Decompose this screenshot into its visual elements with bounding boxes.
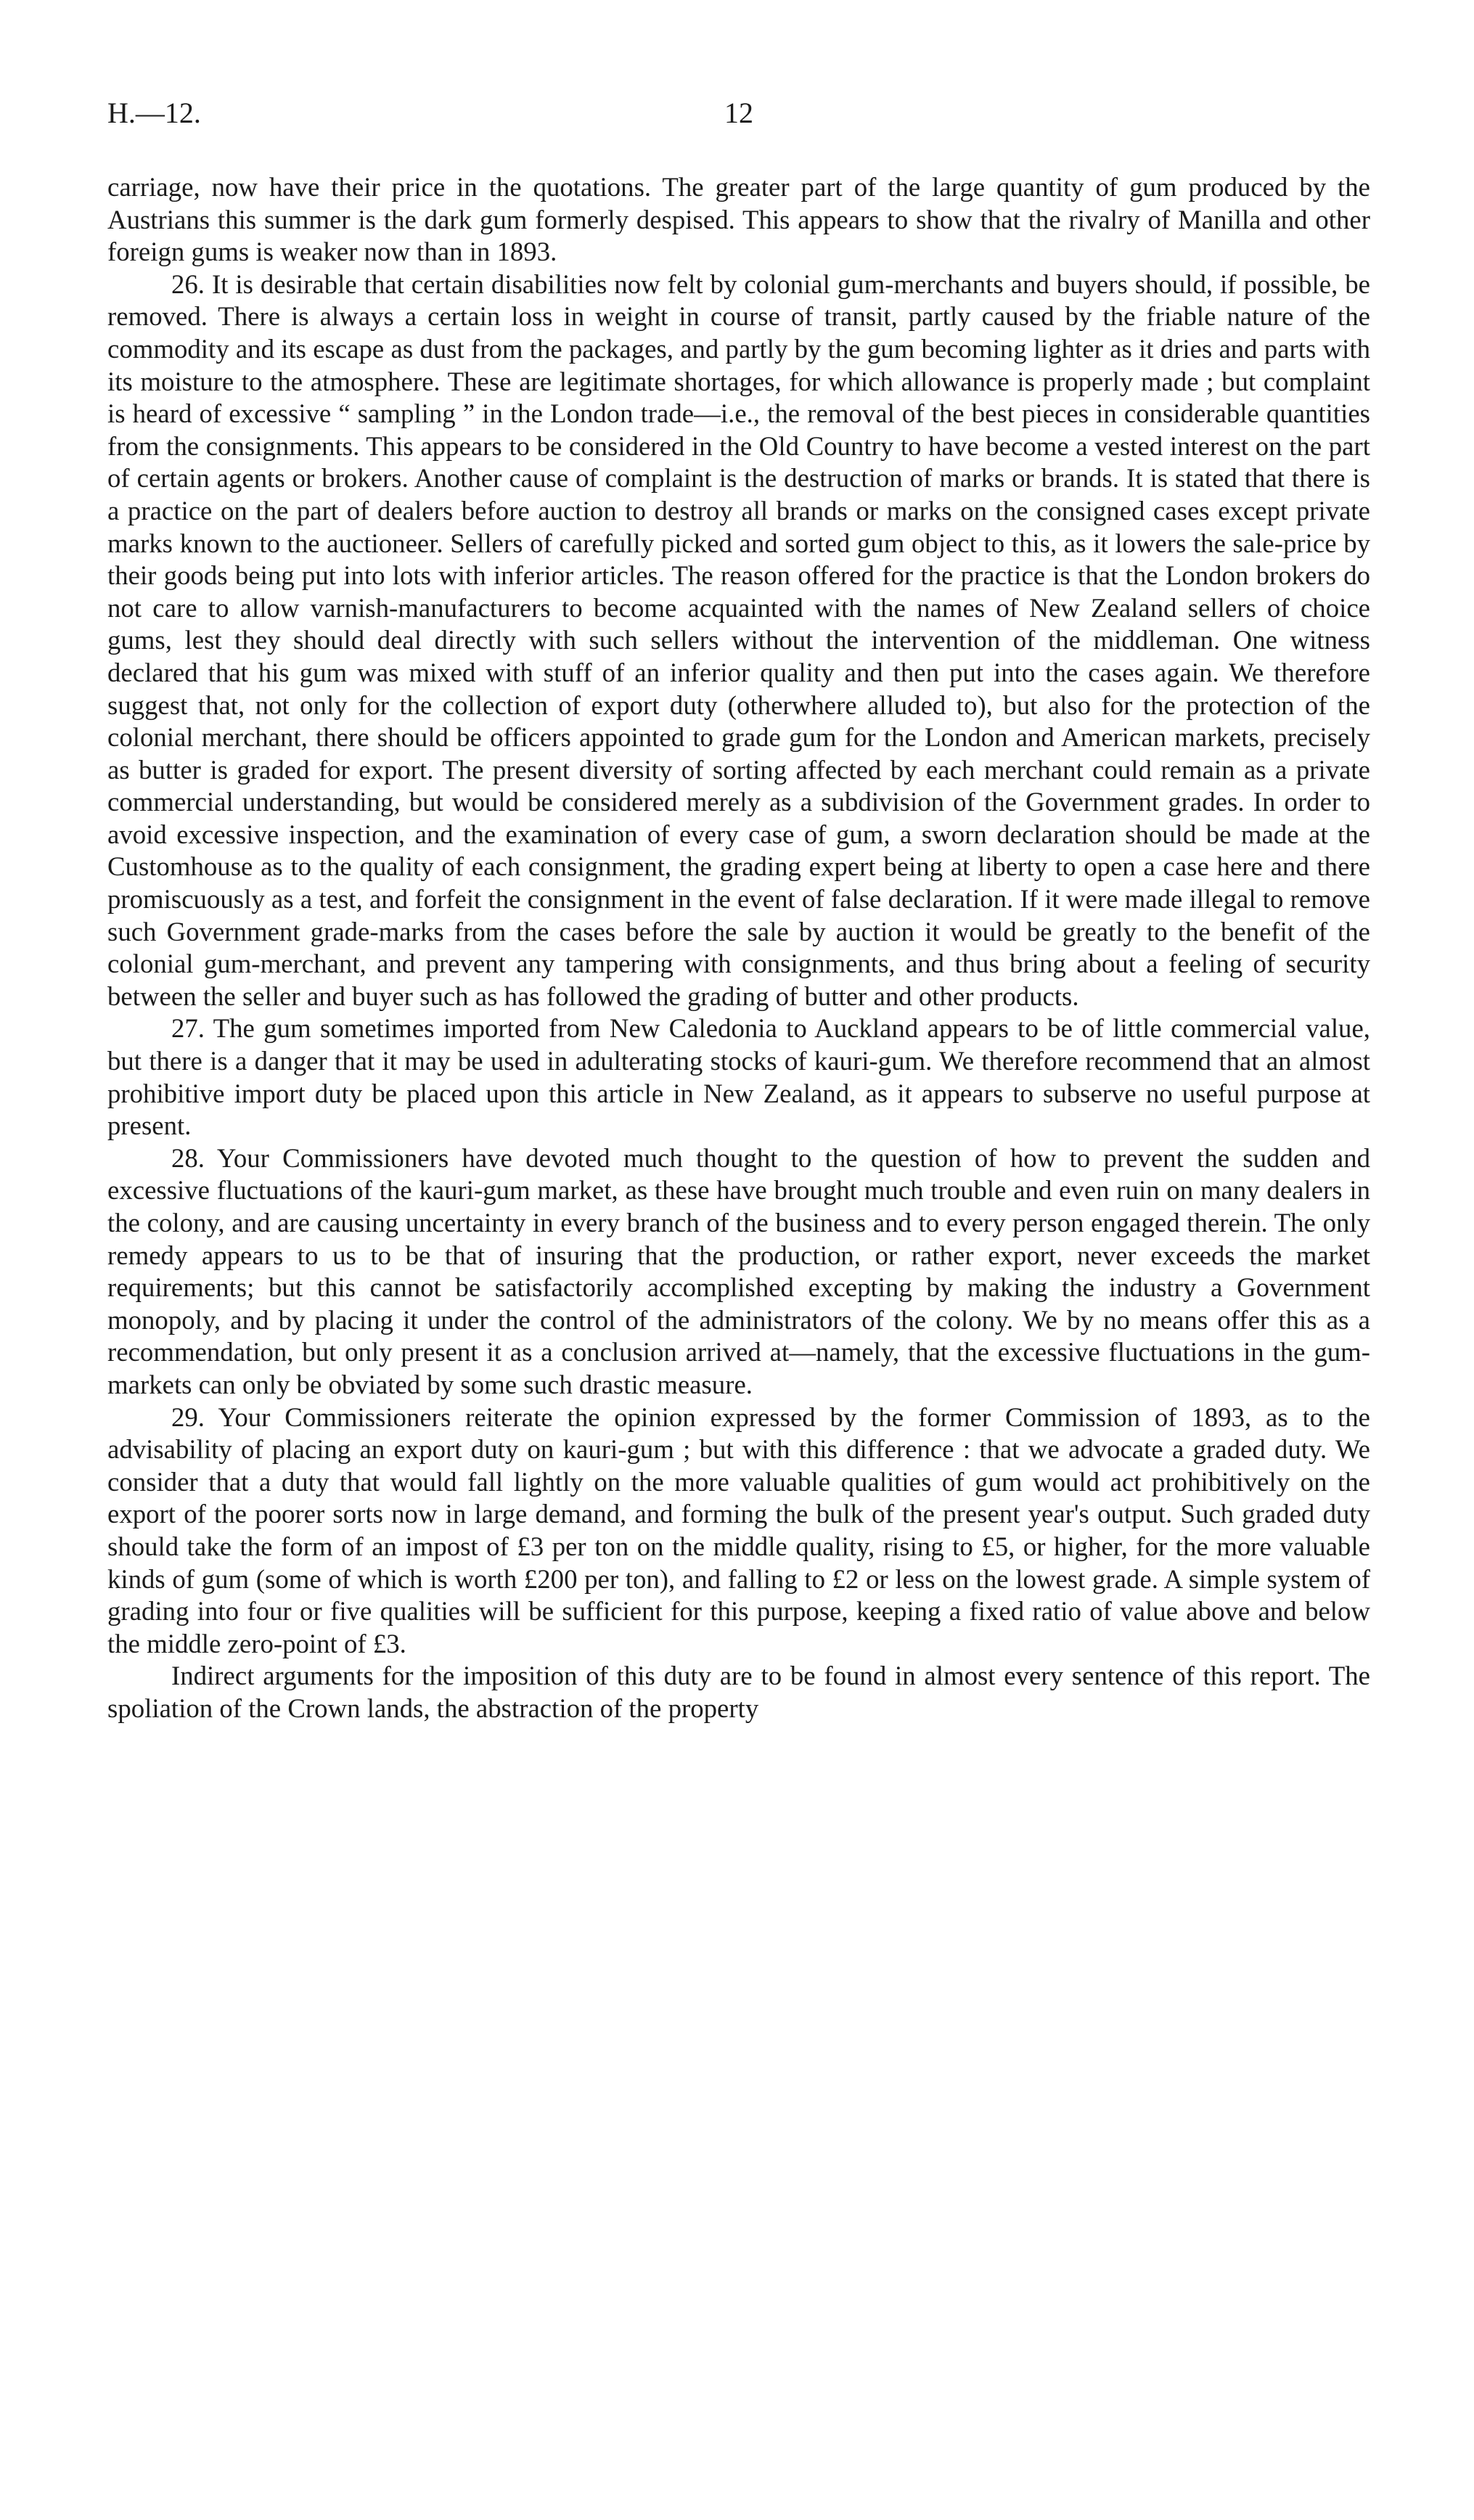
body-text [107, 171, 1370, 1725]
paragraph-26: 26. It is desirable that certain disabilities now felt by colonial gum-merchants and buyers should, if possible, be removed. There is always a certain loss in weight in course of transit, partly caused by the friable nature of the commodity and its escape as dust from the packages, and partly by the gum becoming lighter as it dries and parts with its moisture to the atmosphere. These are legitimate shortages, for which allowance is properly made ; but complaint is heard of excessive “ sampling ” in the London trade—i.e., the removal of the best pieces in considerable quantities from the consignments. This appears to be considered in the Old Country to have become a vested interest on the part of certain agents or brokers. Another cause of complaint is the destruction of marks or brands. It is stated that there is a practice on the part of dealers before auction to destroy all brands or marks on the consigned cases except private marks known to the auctioneer. Sellers of carefully picked and sorted gum object to this, as it lowers the sale-price by their goods being put into lots with inferior articles. The reason offered for the practice is that the London brokers do not care to allow varnish-manufacturers to become acquainted with the names of New Zealand sellers of choice gums, lest they should deal directly with such sellers without the intervention of the middleman. One witness declared that his gum was mixed with stuff of an inferior quality and then put into the cases again. We therefore suggest that, not only for the collection of export duty (otherwhere alluded to), but also for the protection of the colonial merchant, there should be officers appointed to grade gum for the London and American markets, precisely as butter is graded for export. The present diversity of sorting affected by each merchant could remain as a private commercial understanding, but would be considered merely as a subdivision of the Government grades. In order to avoid excessive inspection, and the examination of every case of gum, a sworn declaration should be made at the Customhouse as to the quality of each consignment, the grading expert being at liberty to open a case here and there promiscuously as a test, and forfeit the consignment in the event of false declaration. If it were made illegal to remove such Government grade-marks from the cases before the sale by auction it would be greatly to the benefit of the colonial gum-merchant, and prevent any tampering with consignments, and thus bring about a feeling of security between the seller and buyer such as has followed the grading of butter and other products. [107, 269, 1370, 1011]
page-header [107, 93, 1370, 134]
page-number: 12 [724, 97, 753, 129]
paragraph-28: 28. Your Commissioners have devoted much thought to the question of how to prevent the sudden and excessive fluctuations of the kauri-gum market, as these have brought much trouble and even ruin on many dealers in the colony, and are causing uncertainty in every branch of the business and to every person engaged therein. The only remedy appears to us to be that of insuring that the production, or rather export, never exceeds the market requirements; but this cannot be satisfactorily accomplished excepting by making the industry a Government monopoly, and by placing it under the control of the administrators of the colony. We by no means offer this as a recommendation, but only present it as a conclusion arrived at—namely, that the excessive fluctuations in the gum-markets can only be obviated by some such drastic measure. [107, 1142, 1370, 1399]
paragraph-29: 29. Your Commissioners reiterate the opinion expressed by the former Commission of 1893, as to the advisability of placing an export duty on kauri-gum ; but with this difference : that we advocate a graded duty. We consider that a duty that would fall lightly on the more valuable qualities of gum would act prohibitively on the export of the poorer sorts now in large demand, and forming the bulk of the present year's output. Such graded duty should take the form of an impost of £3 per ton on the middle quality, rising to £5, or higher, for the more valuable kinds of gum (some of which is worth £200 per ton), and falling to £2 or less on the lowest grade. A simple system of grading into four or five qualities will be sufficient for this purpose, keeping a fixed ratio of value above and below the middle zero-point of £3. [107, 1402, 1370, 1658]
paragraph-continuation: carriage, now have their price in the quotations. The greater part of the large quantity of gum produced by the Austrians this summer is the dark gum formerly despised. This appears to show that the rivalry of Manilla and other foreign gums is weaker now than in 1893. [107, 172, 1370, 267]
paragraph-27: 27. The gum sometimes imported from New Caledonia to Auckland appears to be of little commercial value, but there is a danger that it may be used in adulterating stocks of kauri-gum. We therefore recommend that an almost prohibitive import duty be placed upon this article in New Zealand, as it appears to subserve no useful purpose at present. [107, 1013, 1370, 1141]
paragraph-indirect-arguments: Indirect arguments for the imposition of this duty are to be found in almost every sentence of this report. The spoliation of the Crown lands, the abstraction of the property [107, 1661, 1370, 1723]
document-reference: H.—12. [107, 97, 201, 129]
